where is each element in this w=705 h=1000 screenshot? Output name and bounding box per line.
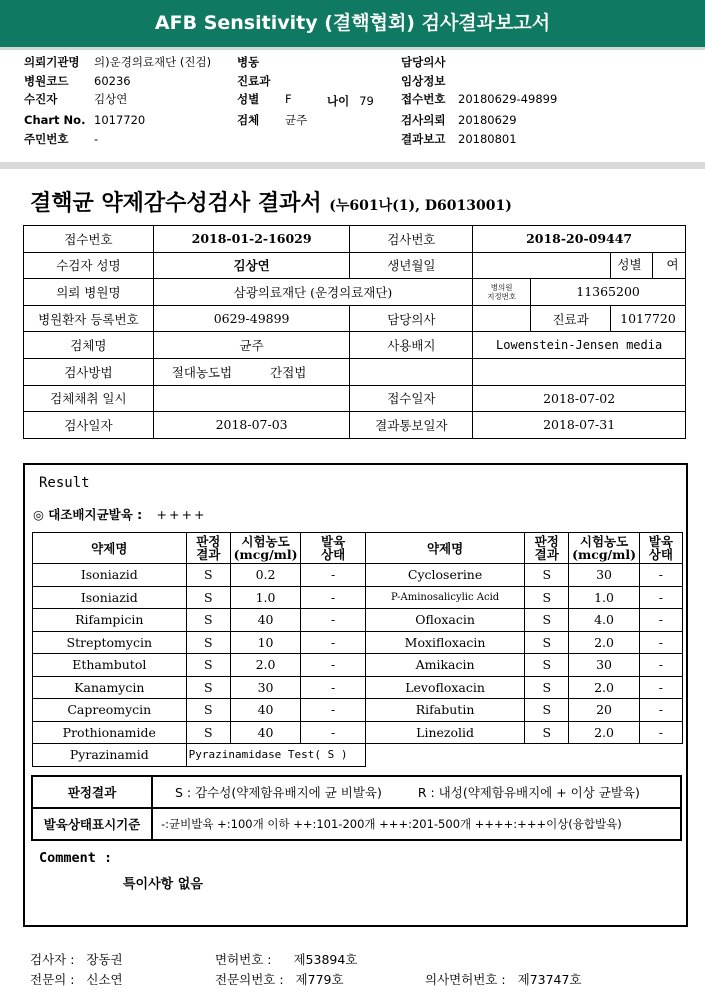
drug-name: Levofloxacin [366,676,525,699]
test-concentration: 40 [230,609,300,632]
header-line: (mcg/ml) [233,547,298,562]
footer-value: 제779호 [295,972,344,987]
growth-status: - [639,654,682,677]
table-row [24,385,686,412]
control-value: ++++ [156,507,207,522]
result-title: Result [39,475,90,491]
judge-result: S [525,676,569,699]
test-concentration: 2.0 [569,676,639,699]
cell-value: 1017720 [610,305,685,332]
header-growth [639,533,682,564]
info-value: 20180629 [458,113,517,127]
legend-table [31,775,682,841]
judge-result: S [186,699,230,722]
test-concentration: 0.2 [230,564,300,587]
growth-status: - [301,654,366,677]
info-column-2 [237,55,308,132]
judge-result: S [525,631,569,654]
result-box [23,463,688,927]
cell-value: 2018-07-02 [473,385,686,412]
growth-status: - [639,631,682,654]
cell-label: 담당의사 [350,305,473,332]
cell-label: 검체채취 일시 [24,385,154,412]
info-label: 나이 [327,94,350,108]
report-header: AFB Sensitivity (결핵협회) 검사결과보고서 [0,0,705,47]
control-growth [33,505,206,523]
pyrazinamidase-result: Pyrazinamidase Test( S ) [186,744,365,767]
info-value: 20180801 [458,131,517,146]
drug-name: P-Aminosalicylic Acid [366,586,525,609]
growth-status: - [301,676,366,699]
table-row [33,631,683,654]
table-row [32,808,681,840]
header-line: 상태 [648,547,673,562]
growth-status: - [301,586,366,609]
growth-status: - [301,631,366,654]
cell-empty [350,358,473,385]
table-row [33,654,683,677]
growth-status: - [639,721,682,744]
judge-result: S [525,721,569,744]
cell-value: 2018-01-2-16029 [153,226,350,253]
cell-value: 여 [666,256,679,272]
info-age [327,94,374,108]
info-label: 병동 [237,55,260,69]
header-divider [0,47,705,50]
info-value: F [285,92,292,106]
table-row [24,332,686,359]
test-concentration: 10 [230,631,300,654]
table-row [24,358,686,385]
test-concentration: 2.0 [230,654,300,677]
table-row [24,252,686,279]
info-label: 담당의사 [401,55,446,69]
info-value: 79 [359,94,374,108]
cell-value: 11365200 [531,279,686,306]
info-label: 의뢰기관명 [24,55,80,69]
cell-label [473,279,531,306]
test-concentration: 1.0 [569,586,639,609]
cell-label-line: 지정번호 [487,291,517,301]
cell-value: 균주 [153,332,350,359]
drug-name: Capreomycin [33,699,187,722]
info-label: 검사의뢰 [401,113,446,127]
test-concentration: 4.0 [569,609,639,632]
drug-name: Streptomycin [33,631,187,654]
judge-result: S [525,654,569,677]
cell-label: 사용배지 [350,332,473,359]
drug-name: Cycloserine [366,564,525,587]
footer-label: 전문의 : [30,972,75,987]
header-line: 결과 [196,547,221,562]
judge-result: S [186,721,230,744]
cell-value: 0629-49899 [153,305,350,332]
footer-value: 신소연 [86,972,123,987]
info-column-1 [24,55,212,150]
legend-r: R : 내성(약제함유배지에 + 이상 균발육) [417,785,640,800]
cell-label-text: 성별 [617,256,642,272]
drug-name: Amikacin [366,654,525,677]
growth-status: - [301,609,366,632]
footer-value: 제73747호 [517,972,582,987]
cell-label: 수검자 성명 [24,252,154,279]
test-concentration: 30 [569,654,639,677]
method-2: 간접법 [270,364,307,380]
legend-growth-label: 발육상태표시기준 [32,808,152,840]
cell-label: 검사방법 [24,358,154,385]
cell-label: 생년월일 [350,252,473,279]
header-line: (mcg/ml) [572,547,637,562]
footer-doc-no [425,970,582,988]
test-concentration: 40 [230,699,300,722]
cell-value: 2018-20-09447 [473,226,686,253]
footer-value: 제53894호 [293,952,358,967]
target-symbol-icon: ◎ [33,507,44,522]
drug-table [32,532,683,767]
drug-name: Ethambutol [33,654,187,677]
info-label: 성별 [237,92,260,106]
drug-name: Prothionamide [33,721,187,744]
info-value: 김상연 [94,92,128,106]
comment-text: 특이사항 없음 [123,877,203,892]
header-growth [301,533,366,564]
info-value: 20180629-49899 [458,92,558,106]
table-row [33,586,683,609]
table-row [33,721,683,744]
section-divider [0,162,705,169]
test-concentration: 20 [569,699,639,722]
header-line: 판정 [196,534,221,549]
header-conc [230,533,300,564]
test-concentration: 40 [230,721,300,744]
table-row [33,699,683,722]
drug-name: Rifabutin [366,699,525,722]
cell-value: 김상연 [153,252,350,279]
cell-label: 병원환자 등록번호 [24,305,154,332]
judge-result: S [186,586,230,609]
drug-name: Moxifloxacin [366,631,525,654]
control-label: 대조배지균발육 : [48,507,143,522]
test-concentration: 30 [230,676,300,699]
test-concentration: 1.0 [230,586,300,609]
header-drug: 약제명 [33,533,187,564]
info-label: 주민번호 [24,131,69,146]
test-concentration: 2.0 [569,721,639,744]
method-1: 절대농도법 [171,364,233,380]
info-value: 의)운경의료재단 (진검) [94,55,212,69]
comment-label: Comment : [39,850,113,866]
info-label: 접수번호 [401,92,446,106]
footer-license [215,950,357,968]
header-conc [569,533,639,564]
judge-result: S [525,564,569,587]
judge-result: S [186,676,230,699]
info-label: Chart No. [24,113,86,127]
table-header [33,533,683,564]
info-label: 임상정보 [401,73,446,88]
cell-value [473,252,611,279]
table-row [33,609,683,632]
info-label: 검체 [237,113,260,127]
cell-value [153,385,350,412]
report-code: (누601나(1), D6013001) [329,198,512,214]
test-concentration: 2.0 [569,631,639,654]
cell-label: 결과통보일자 [350,412,473,439]
report-title-text: 결핵균 약제감수성검사 결과서 [30,190,322,216]
cell-value: 2018-07-03 [153,412,350,439]
footer-label: 검사자 : [30,952,75,967]
judge-result: S [525,609,569,632]
table-row [32,776,681,808]
growth-status: - [301,564,366,587]
patient-info-table [23,225,686,439]
footer-tester [30,950,123,968]
cell-empty [473,358,686,385]
growth-status: - [639,699,682,722]
info-value: 균주 [285,113,308,127]
cell-label: 진료과 [531,305,611,332]
drug-name: Kanamycin [33,676,187,699]
info-label: 수진자 [24,92,58,106]
judge-result: S [186,654,230,677]
header-drug: 약제명 [366,533,525,564]
table-row [24,279,686,306]
judge-result: S [525,699,569,722]
table-row [33,744,683,767]
cell-label: 검체명 [24,332,154,359]
header-line: 판정 [534,534,559,549]
judge-result: S [525,586,569,609]
header-judge [186,533,230,564]
header-judge [525,533,569,564]
table-row [24,226,686,253]
table-row [33,564,683,587]
cell-label: 접수일자 [350,385,473,412]
info-value: 60236 [94,73,131,88]
header-line: 상태 [321,547,346,562]
judge-result: S [186,609,230,632]
header-line: 발육 [321,534,346,549]
header-line: 결과 [534,547,559,562]
info-label: 결과보고 [401,131,446,146]
drug-name: Pyrazinamid [33,744,187,767]
info-column-3 [401,55,558,150]
info-label: 진료과 [237,73,271,88]
info-value: 1017720 [94,113,146,127]
cell-value: 2018-07-31 [473,412,686,439]
header-line: 시험농도 [241,534,290,549]
table-row [24,305,686,332]
header-line: 발육 [648,534,673,549]
report-title [30,186,512,217]
growth-status: - [301,699,366,722]
cell-value: Lowenstein-Jensen media [473,332,686,359]
drug-name: Ofloxacin [366,609,525,632]
drug-name: Linezolid [366,721,525,744]
test-concentration: 30 [569,564,639,587]
drug-rows [33,564,683,744]
cell-value: 삼광의료재단 (운경의료재단) [153,279,472,306]
judge-result: S [186,631,230,654]
drug-name: Rifampicin [33,609,187,632]
footer-spec-no [215,970,344,988]
header-line: 시험농도 [579,534,629,549]
cell-label: 접수번호 [24,226,154,253]
table-row [24,412,686,439]
cell-value [153,358,350,385]
cell-label [610,252,685,279]
footer-label: 전문의번호 : [215,972,284,987]
growth-status: - [301,721,366,744]
cell-label: 검사번호 [350,226,473,253]
growth-status: - [639,564,682,587]
footer-label: 면허번호 : [215,952,272,967]
footer-value: 장동권 [86,952,123,967]
judge-result: S [186,564,230,587]
drug-name: Isoniazid [33,564,187,587]
footer-label: 의사면허번호 : [425,972,506,987]
growth-status: - [639,586,682,609]
info-label: 병원코드 [24,73,69,88]
legend-s: S : 감수성(약제함유배지에 균 비발육) [175,785,382,800]
cell-value [473,305,531,332]
footer-specialist [30,970,123,988]
info-value: - [94,131,99,146]
drug-name: Isoniazid [33,586,187,609]
table-row [33,676,683,699]
legend-growth-text: -:균비발육 +:100개 이하 ++:101-200개 +++:201-500개 ++++:+++이상(융합발육) [152,808,681,840]
growth-status: - [639,676,682,699]
cell-label-line: 병의원 [490,282,513,292]
cell-empty [366,744,683,767]
growth-status: - [639,609,682,632]
legend-judge-text [152,776,681,808]
cell-label: 검사일자 [24,412,154,439]
cell-label: 의뢰 병원명 [24,279,154,306]
legend-judge-label: 판정결과 [32,776,152,808]
